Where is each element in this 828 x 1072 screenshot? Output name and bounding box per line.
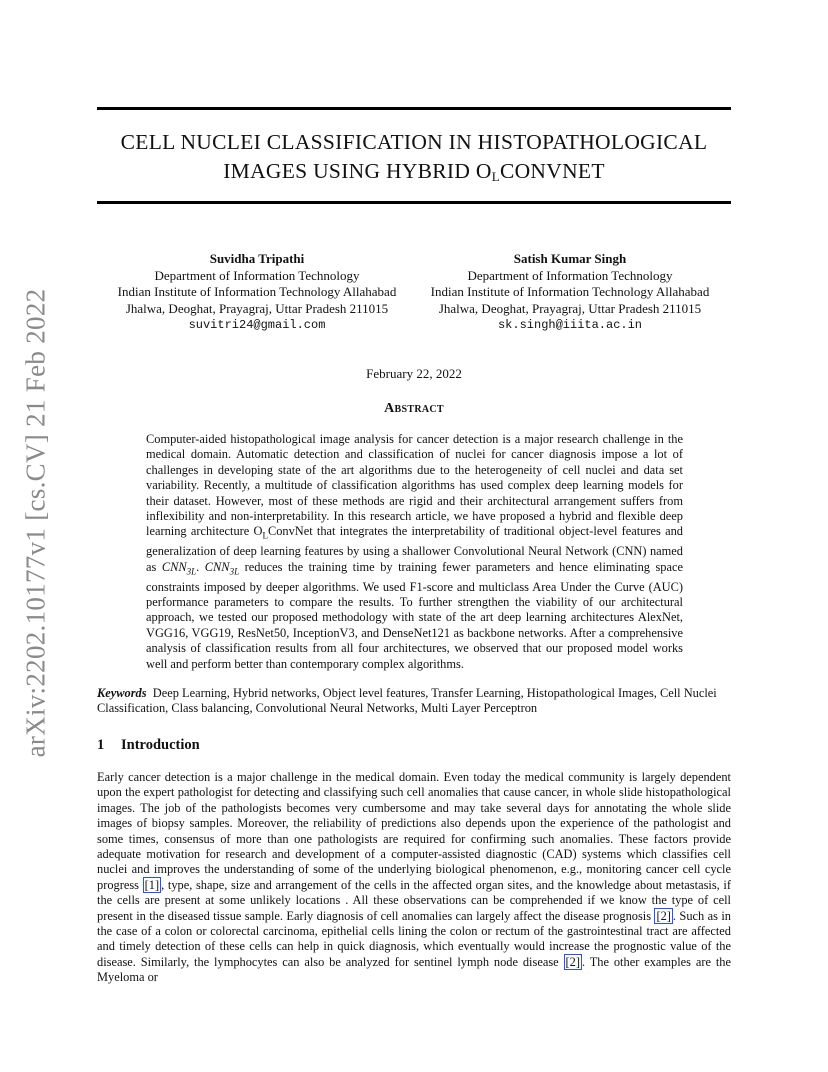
arxiv-sidebar-stamp xyxy=(22,288,50,758)
author-institution: Indian Institute of Information Technology Allahabad xyxy=(430,284,710,299)
author-name: Suvidha Tripathi xyxy=(209,251,305,266)
keywords-label: Keywords xyxy=(97,686,147,700)
abstract-text: Computer-aided histopathological image analysis for cancer detection is a major research challenge in the medical domain. Automatic detection and classification of nuclei for cancer diagnosis impose a lot of challenges in developing state of the art algorithms due to the heterogeneity of cell nuclei and data set variability. Recently, a multitude of classification algorithms has used complex deep learning models for their dataset. However, most of these methods are rigid and their architectural arrangement suffers from inflexibility and non-interpretability. In this research article, we have proposed a hybrid and flexible deep learning architecture $O_LConvNet$ that integrates the interpretability of traditional object-level features and generalization of deep learning features by using a shallower Convolutional Neural Network (CNN) named as $CNN_{3L}$. $CNN_{3L}$ reduces the training time by training fewer parameters and hence eliminating space constraints imposed by deeper algorithms. We used F1-score and multiclass Area Under the Curve (AUC) performance parameters to compare the results. To further strengthen the viability of our architectural approach, we tested our proposed methodology with state of the art deep learning architectures AlexNet, VGG16, VGG19, ResNet50, InceptionV3, and DenseNet121 as backbone networks. After a comprehensive analysis of classification results from all four architectures, we observed that our proposed model works well and perform better than contemporary complex algorithms. xyxy=(146,432,684,671)
author-address: Jhalwa, Deoghat, Prayagraj, Uttar Pradesh 211015 xyxy=(438,300,702,316)
author-institution: Indian Institute of Information Technology Allahabad xyxy=(117,284,397,299)
paper-title xyxy=(97,128,731,191)
section-heading-introduction xyxy=(97,737,200,754)
citation-link[interactable]: [2] xyxy=(565,954,580,969)
author-name: Satish Kumar Singh xyxy=(513,251,627,266)
introduction-paragraph: Early cancer detection is a major challenge in the medical domain. Even today the medical community is largely dependent upon the expert pathologist for detecting and classifying such cell anomalies that cause cancer, in whole slide histopathological images. The job of the pathologists becomes very cumbersome and may take several days for annotating the whole slide images of biopsy samples. Moreover, the reliability of predictions also depends upon the experience of the pathologist and some times, consensus of more than one pathologists are required for confirming such anomalies. These factors provide adequate motivation for research and development of a computer-assisted diagnostic (CAD) systems which classifies cell nuclei and improves the understanding of some of the underlying biological phenomenon, e.g., monitoring cancer cell cycle progress [1] , type, shape, size and arrangement of the cells in the affected organ sites, and the knowledge about metastasis, if the cells are present at some unlikely locations . All these observations can be comprehended if we know the type of cell present in the diseased tissue sample. Early diagnosis of cell anomalies can largely affect the disease prognosis [2] . Such as in the case of a colon or colorectal carcinoma, epithelial cells lining the colon or rectum of the gastrointestinal tract are affected and timely detection of these cells can help in quick diagnosis, which eventually would increase the prognostic value of the disease. Similarly, the lymphocytes can also be analyzed for sentinel lymph node disease [2] . The other examples are the Myeloma or xyxy=(97,770,731,985)
author-dept: Department of Information Technology xyxy=(154,267,360,283)
author-block-2 xyxy=(410,251,730,334)
keywords-text: Deep Learning, Hybrid networks, Object level features, Transfer Learning, Histopathological Images, Cell Nuclei Classification, Class balancing, Convolutional Neural Networks, Multi Layer Perceptron xyxy=(97,686,717,716)
author-dept: Department of Information Technology xyxy=(467,267,673,283)
author-address: Jhalwa, Deoghat, Prayagraj, Uttar Pradesh 211015 xyxy=(125,300,389,316)
section-title: Introduction xyxy=(121,737,200,753)
arxiv-id: arXiv:2202.10177v1 [cs.CV] 21 Feb 2022 xyxy=(20,288,51,758)
keywords xyxy=(97,686,731,717)
author-email[interactable]: sk.singh@iiita.ac.in xyxy=(497,318,643,332)
title-line-1: CELL NUCLEI CLASSIFICATION IN HISTOPATHOLOGICAL xyxy=(120,130,708,154)
abstract-heading: Abstract xyxy=(384,401,444,416)
title-line-2: IMAGES USING HYBRID $O_LCONVNET$ xyxy=(223,159,605,184)
title-rule-bottom xyxy=(97,201,731,204)
section-number: 1 xyxy=(97,737,105,753)
author-block-1 xyxy=(97,251,417,334)
paper-date: February 22, 2022 xyxy=(366,366,462,381)
citation-link[interactable]: [2] xyxy=(656,908,671,923)
citation-link[interactable]: [1] xyxy=(144,877,160,892)
title-rule-top xyxy=(97,107,731,110)
author-email[interactable]: suvitri24@gmail.com xyxy=(188,318,326,332)
